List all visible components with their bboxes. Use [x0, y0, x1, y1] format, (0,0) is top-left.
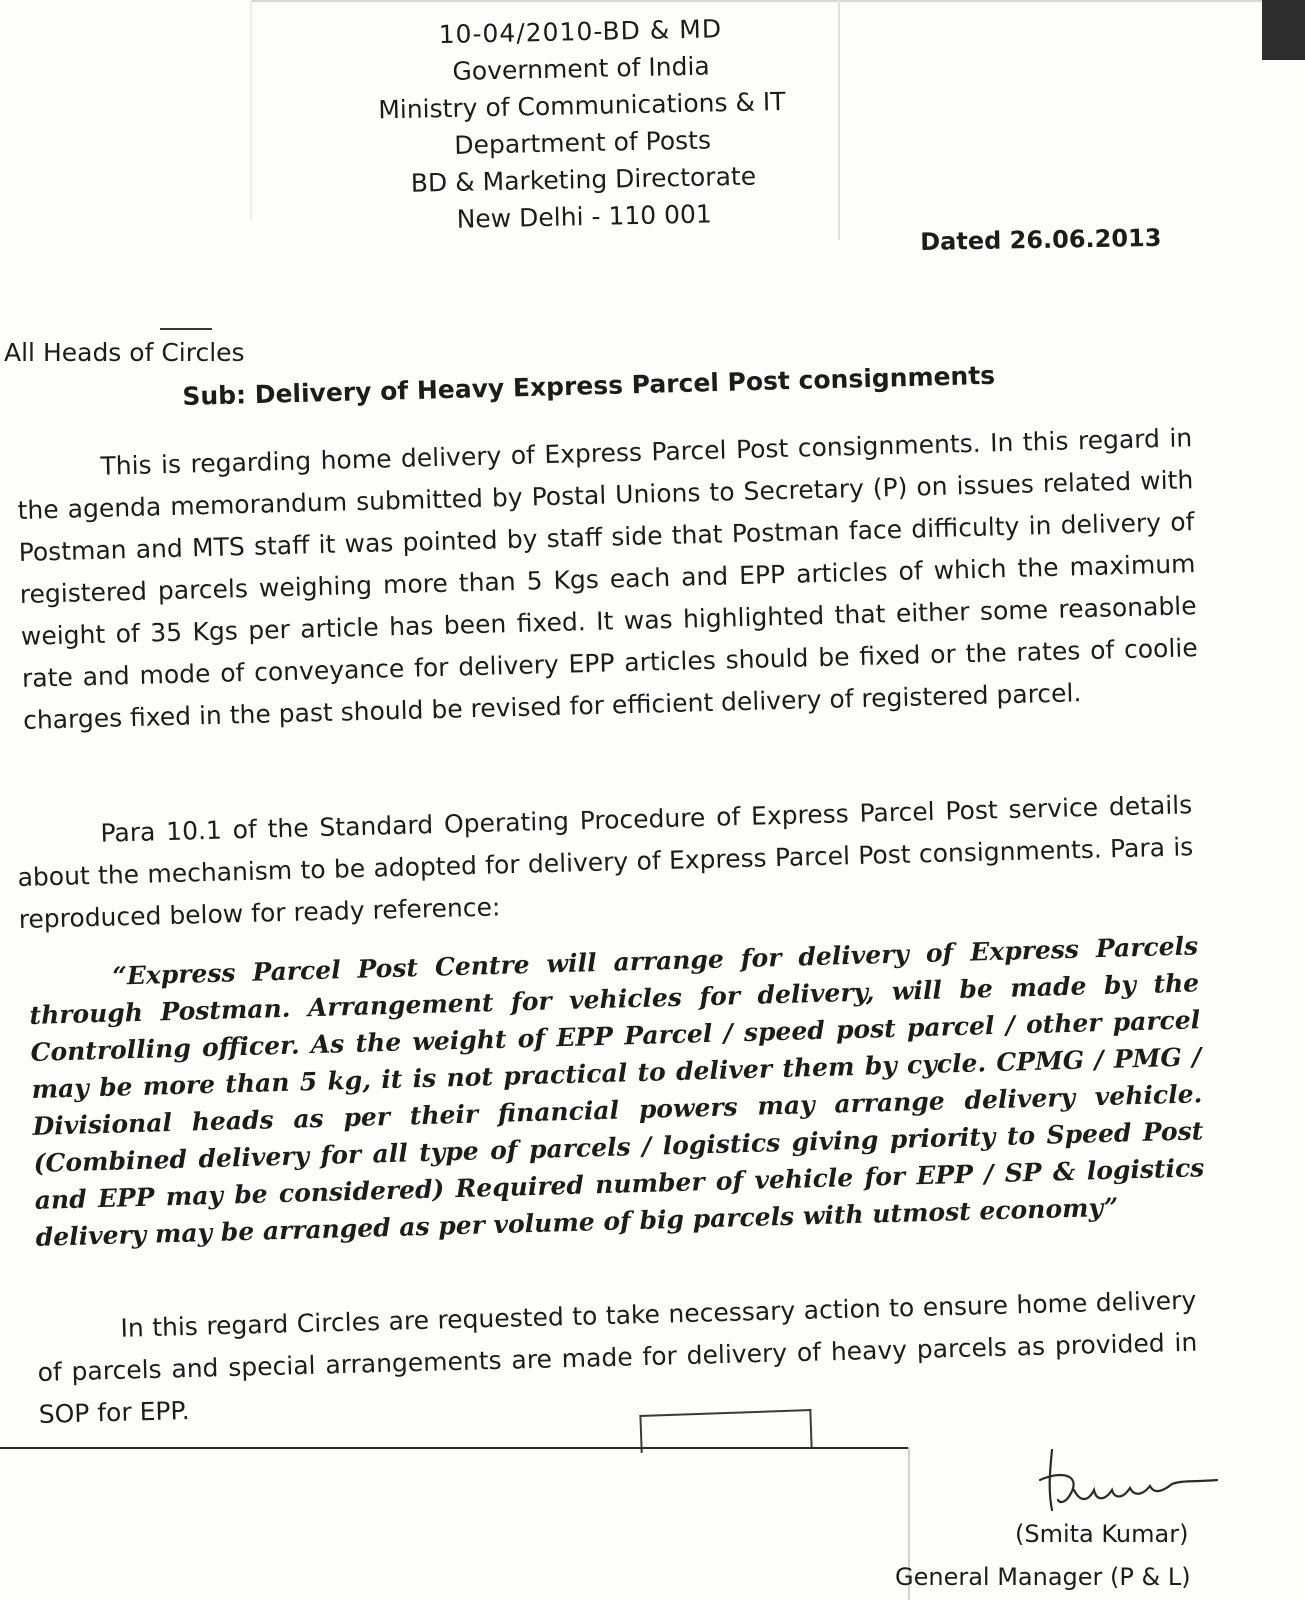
quoted-paragraph: “Express Parcel Post Centre will arrange for delivery of Express Parcels through Postman. Arrangement for vehicles for delivery, will be made by the Controlling officer. As the weight of EPP Parcel / speed post parcel / other parcel may be more than 5 kg, it is not practical to deliver them by cycle. CPMG / PMG / Divisional heads as per their financial powers may arrange delivery vehicle. (Combined delivery for all type of parcels / logistics giving priority to Speed Post and EPP may be considered) Required number of vehicle for EPP / SP & logistics delivery may be arranged as per volume of big parcels with utmost economy”: [29, 931, 1205, 1252]
subject-line: Sub: Delivery of Heavy Express Parcel Post consignments: [182, 360, 996, 411]
scan-edge: [250, 0, 1305, 2]
letterhead-line: Ministry of Communications & IT: [377, 86, 786, 125]
body-paragraph: This is regarding home delivery of Express Parcel Post consignments. In this regard in the agenda memorandum submitted by Postal Unions to Secretary (P) on issues related with Postman and MTS staff it was pointed by staff side that Postman face difficulty in delivery of registered parcels weighing more than 5 Kgs each and EPP articles of which the maximum weight of 35 Kgs per article has been fixed. It was highlighted that either some reasonable rate and mode of conveyance for delivery EPP articles should be fixed or the rates of coolie charges fixed in the past should be revised for efficient delivery of registered parcel.: [17, 423, 1199, 735]
letterhead: [350, 8, 815, 240]
signatory-designation: General Manager (P & L): [895, 1563, 1191, 1591]
reference-number: 10-04/2010-BD & MD: [438, 14, 723, 50]
signatory-name: (Smita Kumar): [1015, 1520, 1189, 1548]
signature-image: [1022, 1440, 1222, 1520]
scan-edge: [0, 1447, 910, 1449]
body-paragraph: In this regard Circles are requested to take necessary action to ensure home delivery of parcels and special arrangements are made for delivery of heavy parcels as provided in SOP for EPP.: [37, 1285, 1198, 1429]
date: Dated 26.06.2013: [920, 223, 1162, 256]
scan-edge: [838, 0, 840, 240]
letterhead-line: Government of India: [452, 51, 711, 86]
scan-corner-shadow: [1262, 0, 1305, 60]
body-paragraph: Para 10.1 of the Standard Operating Procedure of Express Parcel Post service details about the mechanism to be adopted for delivery of Express Parcel Post consignments. Para is reproduced below for ready reference:: [17, 790, 1194, 934]
letterhead-line: Department of Posts: [454, 125, 712, 160]
letterhead-line: New Delhi - 110 001: [456, 199, 713, 234]
addressee: All Heads of Circles: [4, 338, 245, 367]
letterhead-line: BD & Marketing Directorate: [410, 161, 757, 198]
scan-edge: [250, 0, 252, 220]
divider: [160, 328, 212, 330]
